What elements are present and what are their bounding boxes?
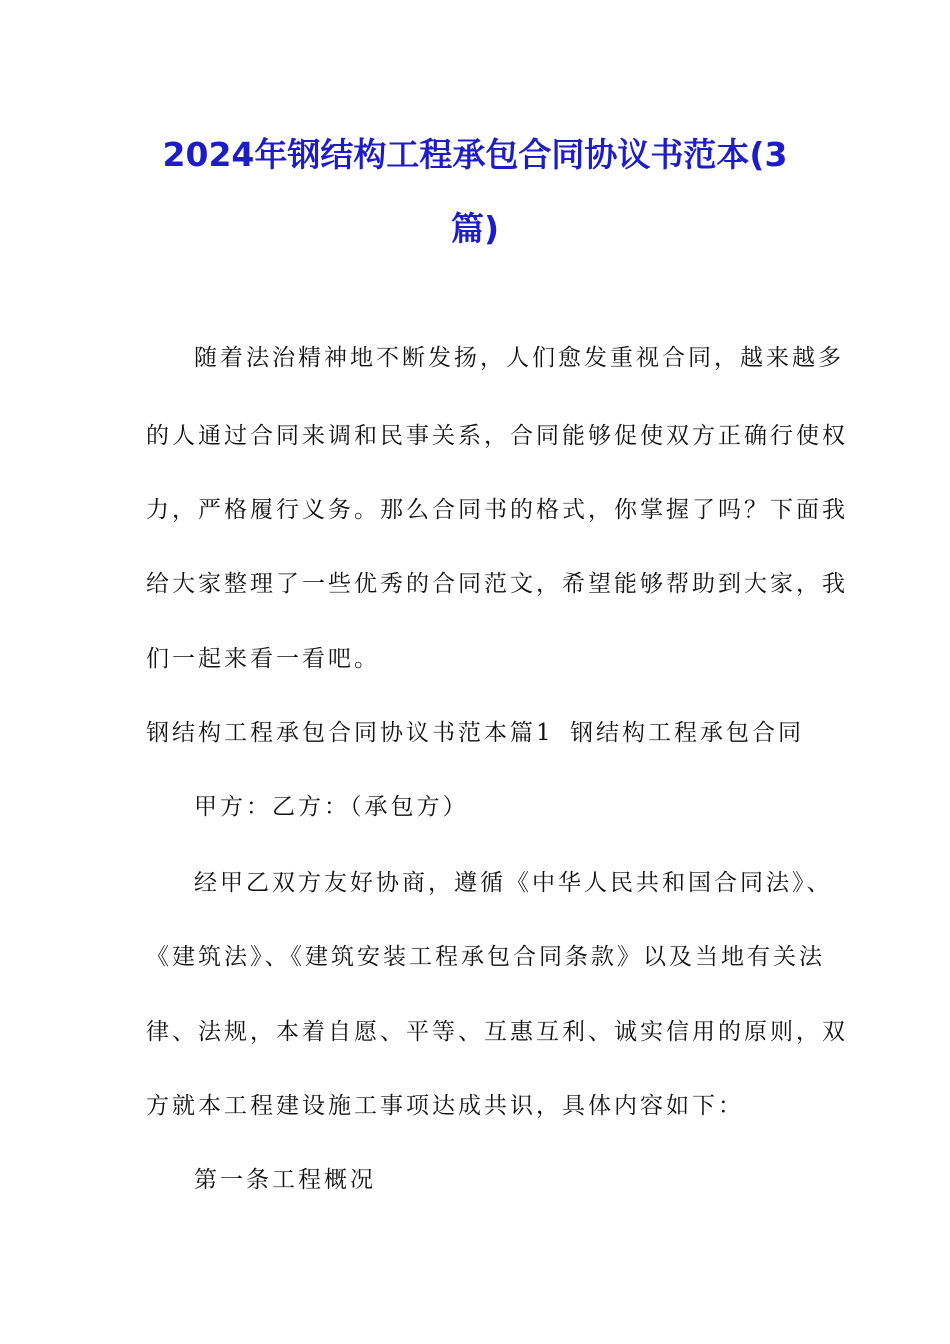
intro-line-3: 力，严格履行义务。那么合同书的格式，你掌握了吗？下面我 xyxy=(146,497,848,523)
agreement-line-3: 律、法规，本着自愿、平等、互惠互利、诚实信用的原则，双 xyxy=(146,1019,848,1045)
title-line-2: 篇) xyxy=(450,209,500,248)
section-heading: 钢结构工程承包合同协议书范本篇1 xyxy=(146,720,554,746)
article-1-heading: 第一条工程概况 xyxy=(194,1167,376,1193)
parties-line: 甲方：乙方：（承包方） xyxy=(194,794,469,820)
title-line-1: 2024年钢结构工程承包合同协议书范本(3 xyxy=(162,135,788,174)
intro-line-5: 们一起来看一看吧。 xyxy=(146,646,380,672)
agreement-line-1: 经甲乙双方友好协商，遵循《中华人民共和国合同法》、 xyxy=(194,870,833,896)
section-subheading: 钢结构工程承包合同 xyxy=(570,720,804,746)
agreement-line-2: 《建筑法》、《建筑安装工程承包合同条款》以及当地有关法 xyxy=(146,944,825,970)
intro-line-1: 随着法治精神地不断发扬，人们愈发重视合同，越来越多 xyxy=(194,345,844,371)
document-title xyxy=(130,118,820,266)
intro-line-2: 的人通过合同来调和民事关系，合同能够促使双方正确行使权 xyxy=(146,423,848,449)
intro-line-4: 给大家整理了一些优秀的合同范文，希望能够帮助到大家，我 xyxy=(146,571,848,597)
agreement-line-4: 方就本工程建设施工事项达成共识，具体内容如下： xyxy=(146,1093,744,1119)
